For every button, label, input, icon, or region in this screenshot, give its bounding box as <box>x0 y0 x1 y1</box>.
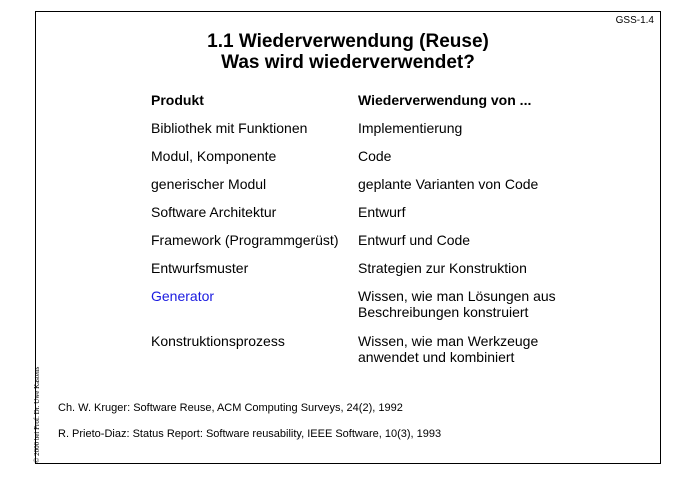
slide-title <box>35 31 661 73</box>
header-product: Produkt <box>151 92 204 108</box>
product-cell: generischer Modul <box>151 176 267 192</box>
product-cell: Entwurfsmuster <box>151 260 249 276</box>
title-line-2: Was wird wiederverwendet? <box>221 52 475 73</box>
reference-item: Ch. W. Kruger: Software Reuse, ACM Computing Surveys, 24(2), 1992 <box>58 402 403 414</box>
copyright-note: © 2000 bei Prof. Dr. Uwe Kastens <box>33 366 41 463</box>
title-line-1: 1.1 Wiederverwendung (Reuse) <box>207 31 489 52</box>
reuse-cell <box>358 288 588 320</box>
reuse-cell: geplante Varianten von Code <box>358 176 539 192</box>
product-cell: Software Architektur <box>151 204 277 220</box>
product-cell: Framework (Programmgerüst) <box>151 232 339 248</box>
reuse-cell: Code <box>358 148 392 164</box>
reuse-line: Beschreibungen konstruiert <box>358 304 529 320</box>
references <box>58 401 441 453</box>
product-cell: Konstruktionsprozess <box>151 333 285 349</box>
reuse-line: Wissen, wie man Lösungen aus <box>358 288 556 304</box>
reference-item: R. Prieto-Diaz: Status Report: Software reusability, IEEE Software, 10(3), 1993 <box>58 428 442 440</box>
reuse-line: Wissen, wie man Werkzeuge <box>358 333 539 349</box>
generator-link[interactable]: Generator <box>151 288 215 304</box>
header-reuse: Wiederverwendung von ... <box>358 92 532 108</box>
product-cell: Modul, Komponente <box>151 148 277 164</box>
reuse-cell <box>358 333 588 365</box>
reuse-cell: Entwurf <box>358 204 406 220</box>
reuse-cell: Implementierung <box>358 120 463 136</box>
reuse-line: anwendet und kombiniert <box>358 349 515 365</box>
product-cell: Bibliothek mit Funktionen <box>151 120 308 136</box>
reuse-cell: Entwurf und Code <box>358 232 471 248</box>
reuse-cell: Strategien zur Konstruktion <box>358 260 527 276</box>
slide-number: GSS-1.4 <box>615 15 654 26</box>
